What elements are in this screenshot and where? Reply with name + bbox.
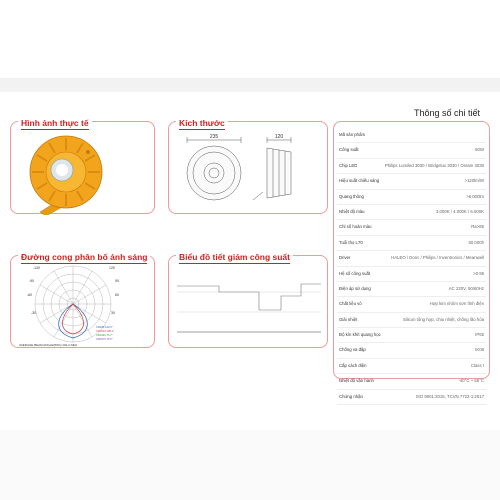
spec-key: Công suất bbox=[339, 147, 359, 153]
spec-row bbox=[337, 159, 486, 174]
spec-row bbox=[337, 205, 486, 220]
spec-value: Silicon tổng hợp, chịu nhiệt, chống lão hóa bbox=[402, 316, 484, 322]
depth-label: 120 bbox=[274, 134, 284, 140]
spec-key: Nhiệt độ vận hành bbox=[339, 378, 374, 384]
angle-label: 30 bbox=[111, 311, 115, 315]
spec-row bbox=[337, 251, 486, 266]
spec-key: Độ kín khít quang học bbox=[339, 332, 381, 338]
bottom-gray-band bbox=[0, 430, 500, 500]
spec-value: Ra>85 bbox=[471, 224, 484, 230]
spec-key: Cấp cách điện bbox=[339, 362, 367, 368]
spec-value: IK08 bbox=[475, 347, 484, 353]
spec-row bbox=[337, 313, 486, 328]
spec-value: 50W bbox=[475, 147, 484, 153]
spec-row bbox=[337, 390, 486, 405]
photo-card-title: Hình ảnh thực tế bbox=[18, 118, 92, 128]
spec-key: Giải nhiệt bbox=[339, 316, 358, 322]
spec-row bbox=[337, 174, 486, 189]
spec-key: Driver bbox=[339, 255, 351, 261]
spec-key: Hệ số công suất bbox=[339, 270, 371, 276]
top-gray-band bbox=[0, 78, 500, 92]
legend-item: C90/270 75.0° bbox=[96, 338, 113, 341]
spec-key: Chip LED bbox=[339, 162, 358, 168]
spec-row bbox=[337, 328, 486, 343]
legend-item: C30/210 138.1° bbox=[96, 330, 115, 333]
spec-row bbox=[337, 359, 486, 374]
spec-key: Mã sản phẩm bbox=[339, 132, 366, 137]
angle-label: 90 bbox=[115, 279, 119, 283]
lamp-photo bbox=[11, 122, 156, 215]
legend-item: C60/240 75.7° bbox=[96, 334, 113, 337]
dimming-card bbox=[168, 252, 328, 348]
spec-row bbox=[337, 143, 486, 158]
spec-value: AC 220V, 50/60Hz bbox=[448, 285, 484, 291]
spec-card bbox=[333, 108, 490, 399]
spec-row bbox=[337, 220, 486, 235]
spec-row bbox=[337, 267, 486, 282]
spec-value: IP65 bbox=[475, 332, 484, 338]
spec-value: >0.95 bbox=[473, 270, 484, 276]
spec-value: Class I bbox=[470, 362, 484, 368]
legend-item: C0/180 143.3° bbox=[96, 326, 113, 329]
spec-row bbox=[337, 128, 486, 143]
spec-key: Chất liệu vỏ bbox=[339, 301, 362, 307]
spec-key: Quang thông bbox=[339, 193, 364, 199]
angle-label: 120 bbox=[109, 266, 115, 270]
spec-value: Hợp kim nhôm sơn tĩnh điện bbox=[429, 301, 484, 307]
spec-value: ISO 9001:2015, TCVN 7722-1:2017 bbox=[415, 393, 484, 399]
spec-value: 50.000h bbox=[468, 239, 484, 245]
dimension-card bbox=[168, 118, 328, 214]
spec-value: HALEO / Donc / Philips / Inventronics / Meanwell bbox=[391, 255, 484, 261]
angle-label: -60 bbox=[27, 293, 33, 297]
dimming-card-title: Biểu đồ tiết giảm công suất bbox=[176, 252, 293, 262]
angle-label: -30 bbox=[31, 311, 37, 315]
spec-key: Nhiệt độ màu bbox=[339, 208, 365, 214]
dimension-card-title: Kích thước bbox=[176, 118, 228, 128]
dimming-curve bbox=[177, 284, 321, 310]
angle-label: -90 bbox=[29, 279, 35, 283]
spec-value: -40°C ~ 55°C bbox=[458, 378, 484, 384]
spec-key: Tuổi thọ L70 bbox=[339, 239, 363, 245]
spec-row bbox=[337, 282, 486, 297]
spec-value: Philips Lumiled 3030 / Bridgelux 3030 / Osram 3030 bbox=[384, 162, 484, 168]
spec-key: Chứng nhận bbox=[339, 393, 363, 399]
spec-key: Hiệu suất chiếu sáng bbox=[339, 178, 380, 184]
dimming-chart bbox=[169, 256, 329, 349]
photometric-card-title: Đường cong phân bố ánh sáng bbox=[18, 252, 150, 262]
angle-label: 60 bbox=[115, 293, 119, 297]
beam-angle-footer: AVERAGE BEAM ANGLE(50%):102.2 DEG bbox=[19, 343, 78, 347]
photometric-card bbox=[10, 252, 155, 348]
width-label: 235 bbox=[209, 134, 219, 140]
spec-value: >6.000lm bbox=[466, 193, 484, 199]
spec-key: Điện áp sử dụng bbox=[339, 285, 371, 291]
spec-value: >120lm/W bbox=[464, 178, 484, 184]
polar-diagram bbox=[11, 256, 156, 349]
spec-row bbox=[337, 236, 486, 251]
spec-row bbox=[337, 374, 486, 389]
spec-row bbox=[337, 297, 486, 312]
angle-label: -120 bbox=[33, 266, 41, 270]
spec-key: Chỉ số hoàn màu bbox=[339, 224, 372, 230]
photo-card bbox=[10, 118, 155, 214]
spec-card-title: Thông số chi tiết bbox=[411, 108, 483, 118]
spec-row bbox=[337, 343, 486, 358]
spec-row bbox=[337, 190, 486, 205]
spec-key: Chống va đập bbox=[339, 347, 366, 353]
spec-table bbox=[337, 128, 486, 405]
spec-value: 3.000K / 4.000K / 6.500K bbox=[435, 208, 484, 214]
dimension-drawing bbox=[169, 122, 329, 215]
